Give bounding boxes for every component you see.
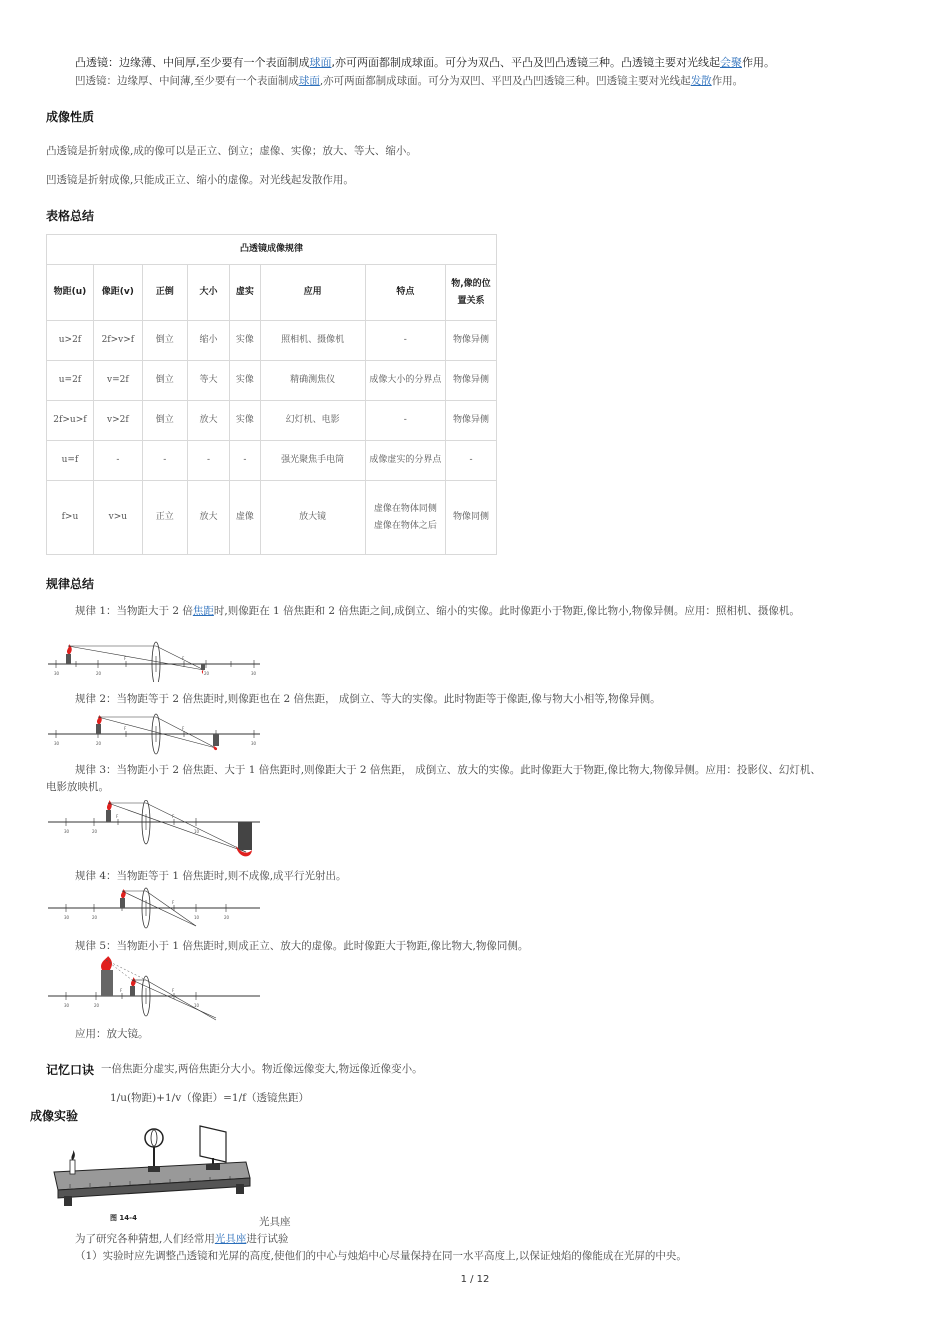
tick-label: 30 <box>64 915 70 920</box>
cell: 正立 <box>142 481 187 555</box>
cell: 放大 <box>187 401 230 441</box>
tick-label: F <box>182 656 185 661</box>
cell: 幻灯机、电影 <box>260 401 365 441</box>
cell: - <box>142 441 187 481</box>
tick-label: F <box>116 814 119 819</box>
tick-label: 30 <box>54 671 60 676</box>
diagram-rule-4 <box>46 886 266 930</box>
tick-label: F <box>172 900 175 905</box>
page-number: 1 / 12 <box>460 1274 490 1285</box>
cell: 倒立 <box>142 401 187 441</box>
tick-label: F <box>120 988 123 993</box>
cell: 缩小 <box>187 321 230 361</box>
tick-label: 20 <box>96 741 102 746</box>
link-focal-length[interactable]: 焦距 <box>192 605 214 617</box>
link-converge[interactable]: 会聚 <box>720 56 742 69</box>
table-row <box>47 321 497 361</box>
cell: - <box>230 441 260 481</box>
col-feature: 特点 <box>365 265 445 321</box>
concave-text-1: 凹透镜：边缘厚、中间薄,至少要有一个表面制成 <box>75 75 299 87</box>
cell: 实像 <box>230 321 260 361</box>
memory-text: 一倍焦距分虚实,两倍焦距分大小。物近像远像变大,物远像近像变小。 <box>101 1063 423 1075</box>
concave-text-2: ,亦可两面都制成球面。可分为双凹、平凹及凸凹透镜三种。凹透镜主要对光线起 <box>319 75 691 87</box>
cell: 倒立 <box>142 361 187 401</box>
cell: - <box>445 441 496 481</box>
table-row <box>47 401 497 441</box>
heading-rules: 规律总结 <box>46 577 95 591</box>
link-sphere[interactable]: 球面 <box>309 56 332 69</box>
col-object-distance: 物距(u) <box>47 265 94 321</box>
cell: - <box>365 321 445 361</box>
cell: 成像大小的分界点 <box>365 361 445 401</box>
tick-label: 10 <box>194 829 200 834</box>
tick-label: 30 <box>251 671 257 676</box>
link-optical-bench[interactable]: 光具座 <box>214 1233 247 1245</box>
tick-label: F <box>182 726 185 731</box>
col-application: 应用 <box>260 265 365 321</box>
tick-label: 30 <box>54 741 60 746</box>
tick-label: F <box>172 814 175 819</box>
tick-label: 20 <box>92 829 98 834</box>
cell: 虚像在物体同侧 虚像在物体之后 <box>365 481 445 555</box>
experiment-line-1 <box>75 1230 288 1248</box>
optical-bench-figure <box>50 1122 260 1226</box>
table-header-row <box>47 265 497 321</box>
cell: u>2f <box>47 321 94 361</box>
cell: v>u <box>93 481 142 555</box>
cell: f>u <box>47 481 94 555</box>
imaging-line-1: 凸透镜是折射成像,成的像可以是正立、倒立；虚像、实像；放大、等大、缩小。 <box>46 145 417 157</box>
col-image-distance: 像距(v) <box>93 265 142 321</box>
rule-5-application: 应用：放大镜。 <box>75 1028 149 1040</box>
diagram-rule-3 <box>46 800 266 862</box>
rule-5: 规律 5：当物距小于 1 倍焦距时,则成正立、放大的虚像。此时像距大于物距,像比物大,物像同侧。 <box>75 940 529 952</box>
col-position-relation: 物,像的位置关系 <box>445 265 496 321</box>
cell: 放大镜 <box>260 481 365 555</box>
concave-text-3: 作用。 <box>711 75 744 87</box>
cell: 物像异侧 <box>445 361 496 401</box>
lens-formula: 1/u(物距)+1/v（像距）=1/f（透镜焦距） <box>110 1092 310 1104</box>
tick-label: F <box>124 726 127 731</box>
cell: v=2f <box>93 361 142 401</box>
cell: 2f>v>f <box>93 321 142 361</box>
convex-text-1: 凸透镜：边缘薄、中间厚,至少要有一个表面制成 <box>75 56 310 69</box>
axis-ticks <box>54 656 257 676</box>
cell: 物像异侧 <box>445 401 496 441</box>
cell: 等大 <box>187 361 230 401</box>
tick-label: 10 <box>194 1003 200 1008</box>
tick-label: 20 <box>94 1003 100 1008</box>
convex-text-2: ,亦可两面都制成球面。可分为双凸、平凸及凹凸透镜三种。凸透镜主要对光线起 <box>331 56 720 69</box>
convex-definition <box>75 54 775 72</box>
tick-label: F <box>120 900 123 905</box>
rule-1-text-b: 时,则像距在 1 倍焦距和 2 倍焦距之间,成倒立、缩小的实像。此时像距小于物距,像比物小,物像异侧。应用：照相机、摄像机。 <box>213 605 800 617</box>
cell: 强光聚焦手电筒 <box>260 441 365 481</box>
tick-label: 20 <box>204 671 210 676</box>
cell: 物像同侧 <box>445 481 496 555</box>
rule-3a: 规律 3：当物距小于 2 倍焦距、大于 1 倍焦距时,则像距大于 2 倍焦距， 成倒立、放大的实像。此时像距大于物距,像比物大,物像异侧。应用：投影仪、幻灯机、 <box>75 764 821 776</box>
table-row <box>47 361 497 401</box>
cell: - <box>93 441 142 481</box>
tick-label: 30 <box>251 741 257 746</box>
cell: 实像 <box>230 361 260 401</box>
cell: - <box>187 441 230 481</box>
imaging-line-2: 凹透镜是折射成像,只能成正立、缩小的虚像。对光线起发散作用。 <box>46 174 354 186</box>
tick-label: F <box>172 988 175 993</box>
axis-ticks <box>54 726 257 746</box>
cell: 2f>u>f <box>47 401 94 441</box>
link-diverge[interactable]: 发散 <box>690 75 712 87</box>
cell: u=f <box>47 441 94 481</box>
rule-2: 规律 2：当物距等于 2 倍焦距时,则像距也在 2 倍焦距， 成倒立、等大的实像。此时物距等于像距,像与物大小相等,物像异侧。 <box>75 693 661 705</box>
table-row <box>47 481 497 555</box>
diagram-rule-5 <box>46 956 266 1022</box>
heading-table: 表格总结 <box>46 209 95 223</box>
cell: 精确测焦仪 <box>260 361 365 401</box>
heading-imaging: 成像性质 <box>46 110 95 124</box>
link-sphere-2[interactable]: 球面 <box>298 75 320 87</box>
cell: 倒立 <box>142 321 187 361</box>
diagram-rule-1 <box>46 638 266 682</box>
col-orientation: 正倒 <box>142 265 187 321</box>
axis-ticks <box>64 814 200 834</box>
tick-label: 30 <box>64 829 70 834</box>
cell: u=2f <box>47 361 94 401</box>
rule-1-text-a: 规律 1：当物距大于 2 倍 <box>75 605 193 617</box>
experiment-line-2: （1）实验时应先调整凸透镜和光屏的高度,使他们的中心与烛焰中心尽量保持在同一水平高度上,以保证烛焰的像能成在光屏的中央。 <box>75 1250 687 1262</box>
col-size: 大小 <box>187 265 230 321</box>
cell: 成像虚实的分界点 <box>365 441 445 481</box>
convex-text-3: 作用。 <box>742 56 775 69</box>
rule-4: 规律 4：当物距等于 1 倍焦距时,则不成像,成平行光射出。 <box>75 870 347 882</box>
rule-3b: 电影放映机。 <box>46 781 109 793</box>
cell: 照相机、摄像机 <box>260 321 365 361</box>
tick-label: 20 <box>224 915 230 920</box>
table-title: 凸透镜成像规律 <box>47 235 497 265</box>
tick-label: 20 <box>214 741 220 746</box>
diagram-rule-2 <box>46 712 266 756</box>
lens-rules-table <box>46 234 497 555</box>
tick-label: 30 <box>64 1003 70 1008</box>
figure-label: 图 14-4 <box>110 1214 137 1222</box>
cell: - <box>365 401 445 441</box>
cell: 虚像 <box>230 481 260 555</box>
table-row <box>47 441 497 481</box>
tick-label: 20 <box>92 915 98 920</box>
concave-definition <box>75 72 743 90</box>
cell: 实像 <box>230 401 260 441</box>
cell: 放大 <box>187 481 230 555</box>
heading-memory: 记忆口诀 <box>46 1063 95 1077</box>
tick-label: 10 <box>194 915 200 920</box>
cell: 物像异侧 <box>445 321 496 361</box>
col-real-virtual: 虚实 <box>230 265 260 321</box>
experiment-text-b: 进行试验 <box>246 1233 289 1245</box>
heading-experiment: 成像实验 <box>30 1109 79 1123</box>
rule-1 <box>75 602 800 620</box>
cell: v>2f <box>93 401 142 441</box>
figure-caption: 光具座 <box>259 1216 291 1228</box>
tick-label: F <box>124 656 127 661</box>
tick-label: 20 <box>96 671 102 676</box>
experiment-text-a: 为了研究各种猜想,人们经常用 <box>75 1233 215 1245</box>
